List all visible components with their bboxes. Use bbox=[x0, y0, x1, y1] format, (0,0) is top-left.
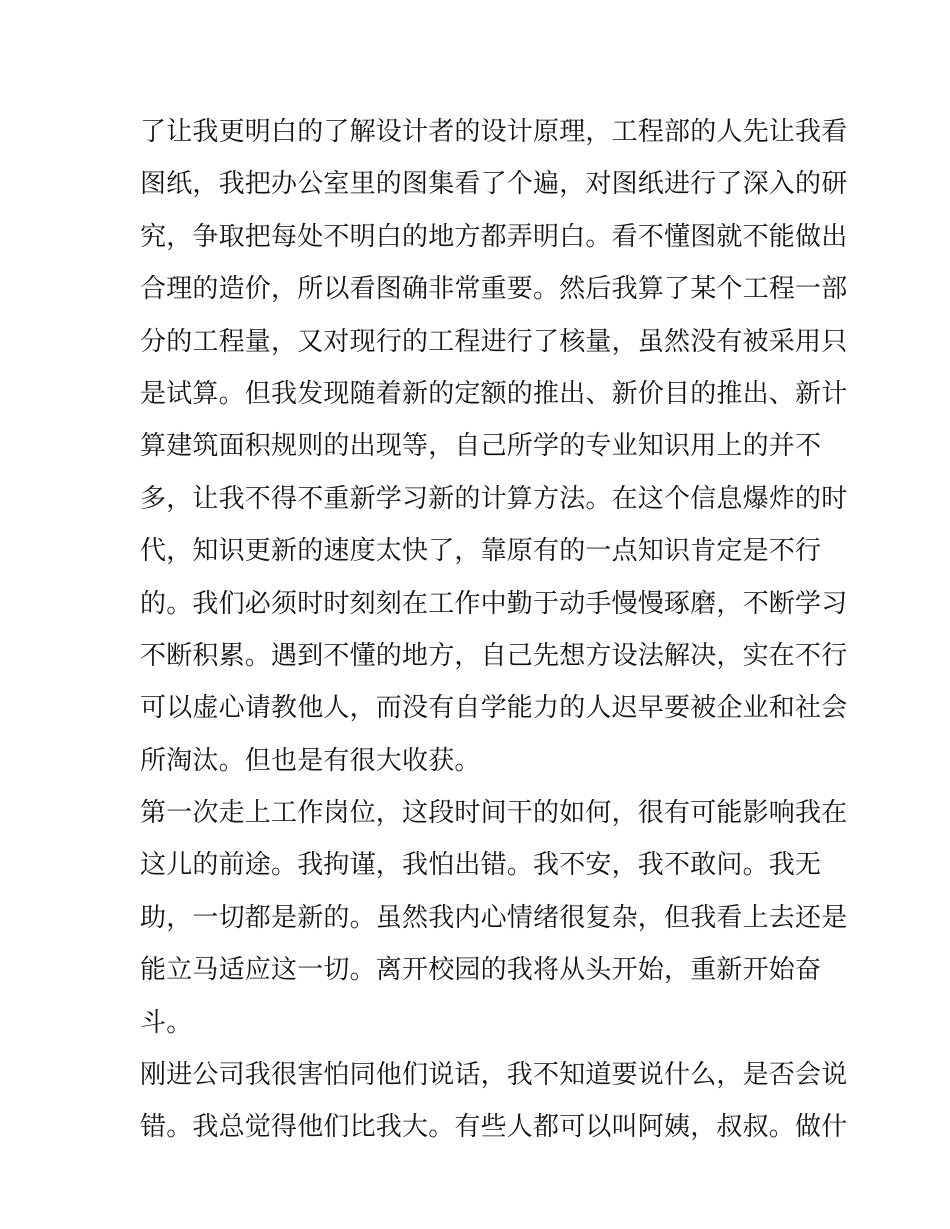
text-line: 可以虚心请教他人，而没有自学能力的人迟早要被企业和社会 bbox=[140, 693, 848, 724]
text-line: 的。我们必须时时刻刻在工作中勤于动手慢慢琢磨，不断学习 bbox=[140, 588, 848, 619]
paragraph-1 bbox=[140, 106, 848, 787]
paragraph-3 bbox=[140, 1049, 848, 1154]
text-line: 多，让我不得不重新学习新的计算方法。在这个信息爆炸的时 bbox=[140, 483, 848, 514]
text-line: 合理的造价，所以看图确非常重要。然后我算了某个工程一部 bbox=[140, 274, 848, 305]
text-line: 算建筑面积规则的出现等，自己所学的专业知识用上的并不 bbox=[140, 431, 822, 462]
body-text bbox=[140, 106, 848, 1154]
text-line: 这儿的前途。我拘谨，我怕出错。我不安，我不敢问。我无 bbox=[140, 850, 822, 881]
text-line: 分的工程量，又对现行的工程进行了核量，虽然没有被采用只 bbox=[140, 326, 848, 357]
text-line: 助，一切都是新的。虽然我内心情绪很复杂，但我看上去还是 bbox=[140, 902, 848, 933]
text-line: 了让我更明白的了解设计者的设计原理，工程部的人先让我看 bbox=[140, 117, 848, 147]
text-line: 不断积累。遇到不懂的地方，自己先想方设法解决，实在不行 bbox=[140, 640, 848, 671]
text-line: 第一次走上工作岗位，这段时间干的如何，很有可能影响我在 bbox=[140, 798, 848, 829]
text-line: 是试算。但我发现随着新的定额的推出、新价目的推出、新计 bbox=[140, 378, 848, 409]
text-line: 错。我总觉得他们比我大。有些人都可以叫阿姨，叔叔。做什 bbox=[140, 1112, 848, 1143]
text-line: 图纸，我把办公室里的图集看了个遍，对图纸进行了深入的研 bbox=[140, 169, 848, 200]
text-line: 究，争取把每处不明白的地方都弄明白。看不懂图就不能做出 bbox=[140, 221, 848, 252]
text-line: 刚进公司我很害怕同他们说话，我不知道要说什么，是否会说 bbox=[140, 1060, 848, 1091]
text-line: 能立马适应这一切。离开校园的我将从头开始，重新开始奋 bbox=[140, 955, 822, 986]
text-line: 所淘汰。但也是有很大收获。 bbox=[140, 745, 481, 776]
paragraph-2 bbox=[140, 787, 848, 1049]
text-line: 代，知识更新的速度太快了，靠原有的一点知识肯定是不行 bbox=[140, 536, 822, 567]
text-line: 斗。 bbox=[140, 1007, 193, 1038]
